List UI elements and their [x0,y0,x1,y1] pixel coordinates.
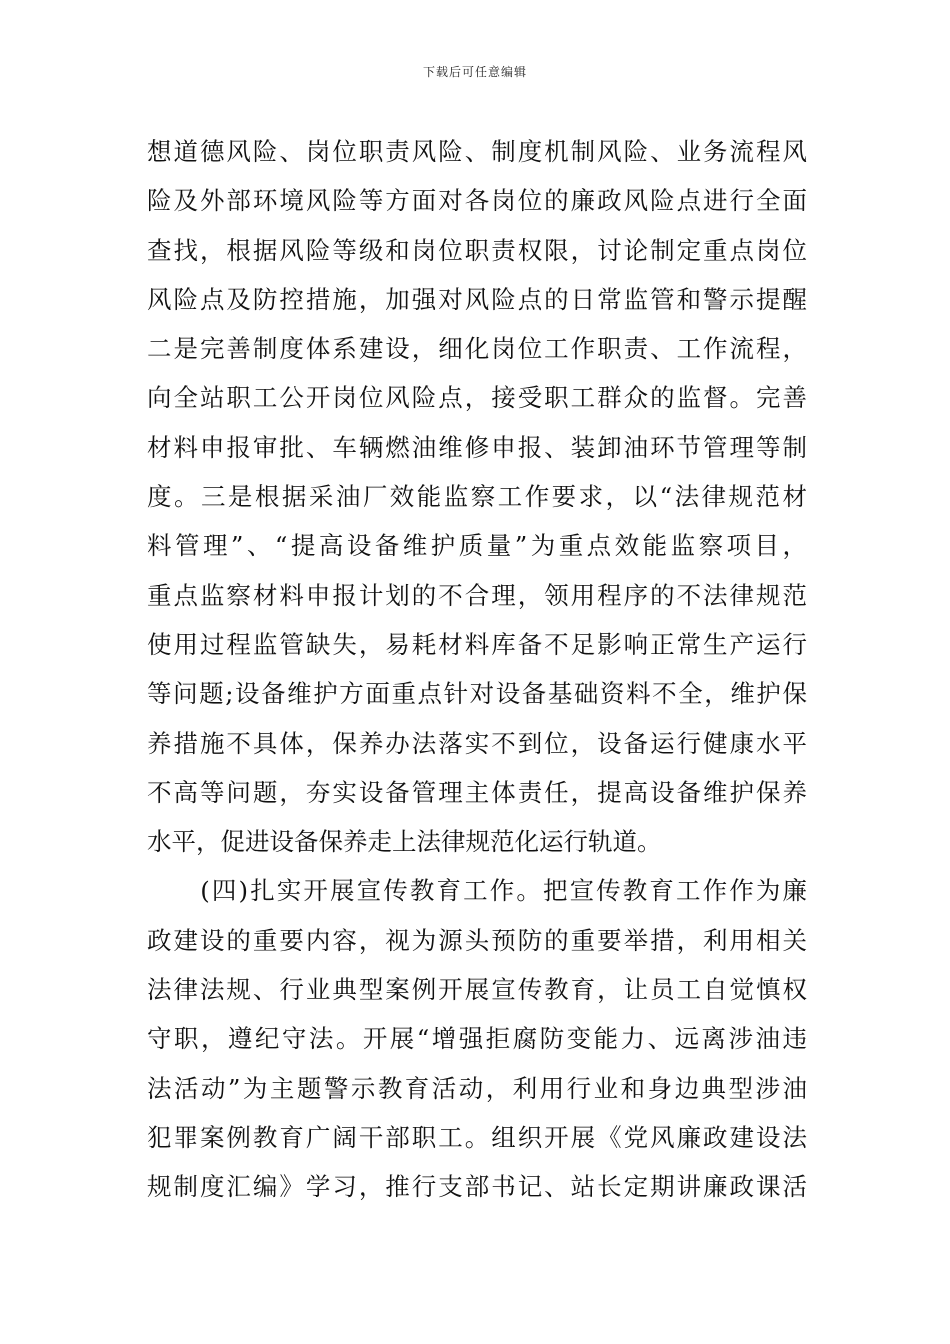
section-heading-line: (四)扎实开展宣传教育工作。把宣传教育工作作为廉 [147,876,807,906]
text-line: 料管理”、“提高设备维护质量”为重点效能监察项目， [147,531,807,561]
text-line: 材料申报审批、车辆燃油维修申报、装卸油环节管理等制 [147,432,807,462]
text-line: 重点监察材料申报计划的不合理，领用程序的不法律规范 [147,580,807,610]
text-line: 查找，根据风险等级和岗位职责权限，讨论制定重点岗位 [147,235,807,265]
text-line: 法律法规、行业典型案例开展宣传教育，让员工自觉慎权 [147,975,807,1005]
text-line: 规制度汇编》学习，推行支部书记、站长定期讲廉政课活 [147,1172,807,1202]
page-header-note: 下载后可任意编辑 [422,65,527,79]
text-line: 风险点及防控措施，加强对风险点的日常监管和警示提醒 [147,284,807,314]
text-line: 想道德风险、岗位职责风险、制度机制风险、业务流程风 [147,137,807,166]
text-line: 向全站职工公开岗位风险点，接受职工群众的监督。完善 [147,383,807,413]
text-line: 政建设的重要内容，视为源头预防的重要举措，利用相关 [147,925,807,955]
text-line: 度。三是根据采油厂效能监察工作要求，以“法律规范材 [147,482,807,512]
document-body [147,127,807,1212]
text-line: 使用过程监管缺失，易耗材料库备不足影响正常生产运行 [147,629,807,659]
text-line: 险及外部环境风险等方面对各岗位的廉政风险点进行全面 [147,186,807,216]
text-line: 法活动”为主题警示教育活动，利用行业和身边典型涉油 [147,1073,807,1103]
text-line: 守职，遵纪守法。开展“增强拒腐防变能力、远离涉油违 [147,1024,807,1054]
text-line: 犯罪案例教育广阔干部职工。组织开展《党风廉政建设法 [147,1122,807,1152]
text-line: 养措施不具体，保养办法落实不到位，设备运行健康水平 [147,728,807,758]
text-line: 不高等问题，夯实设备管理主体责任，提高设备维护保养 [147,777,807,807]
text-line: 二是完善制度体系建设，细化岗位工作职责、工作流程， [147,334,807,364]
text-line: 等问题;设备维护方面重点针对设备基础资料不全，维护保 [147,679,807,709]
paragraph-end-line: 水平，促进设备保养走上法律规范化运行轨道。 [147,827,662,857]
